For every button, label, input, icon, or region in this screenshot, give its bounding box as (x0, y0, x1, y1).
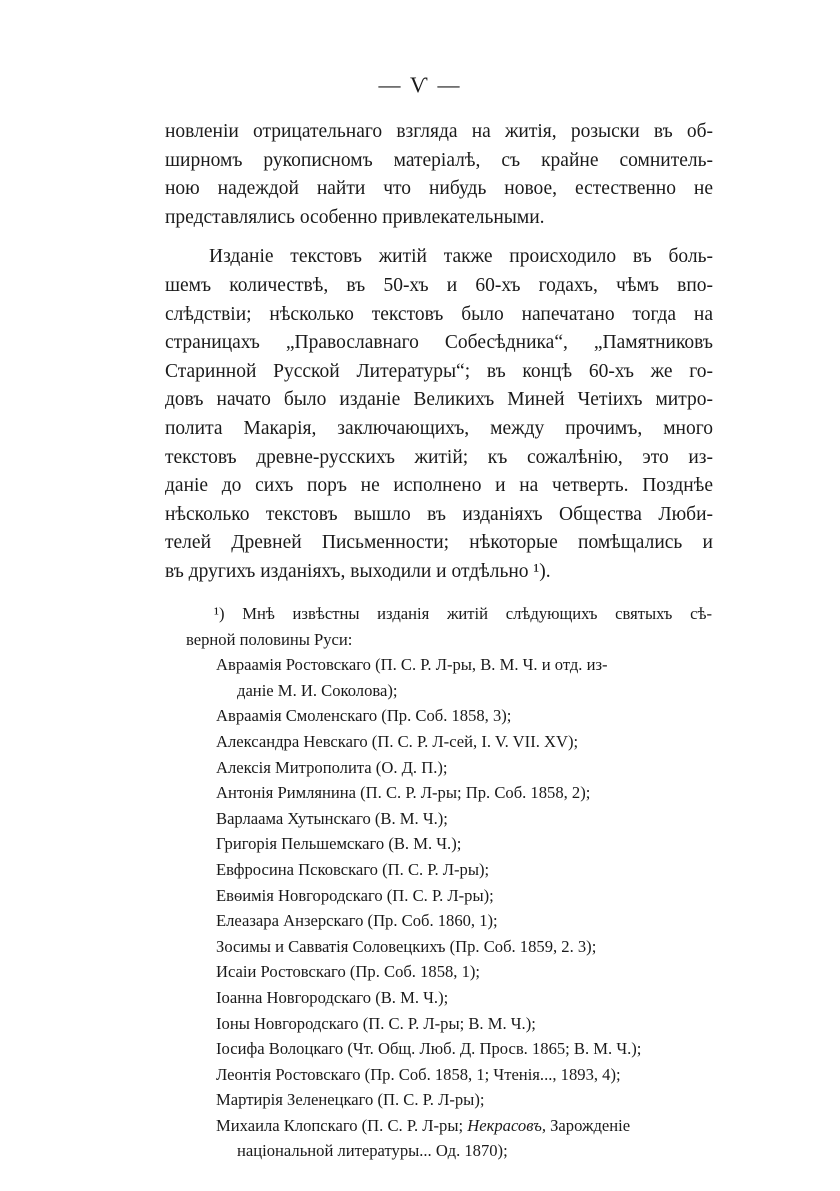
footnote-entry: Алексія Митрополита (О. Д. П.); (216, 757, 448, 777)
text-line: новленіи отрицательнаго взгляда на житія, розыски въ об- (165, 121, 713, 142)
footnote-entry: Александра Невскаго (П. С. Р. Л-сей, I. V. VII. XV); (216, 731, 579, 751)
text-line: въ другихъ изданіяхъ, выходили и отдѣльно ¹). (165, 560, 551, 582)
footnote-entry: Зосимы и Савватія Соловецкихъ (Пр. Соб. 1859, 2. 3); (216, 936, 597, 956)
footnote-entry: Леонтія Ростовскаго (Пр. Соб. 1858, 1; Чтенія..., 1893, 4); (216, 1064, 621, 1084)
text-line: шемъ количествѣ, въ 50-хъ и 60-хъ годахъ, чѣмъ впо- (165, 274, 713, 296)
footnote-line: верной половины Руси: (186, 629, 353, 649)
footnote-entry: Евѳимія Новгородскаго (П. С. Р. Л-ры); (216, 885, 494, 905)
footnote-entry: Елеазара Анзерскаго (Пр. Соб. 1860, 1); (216, 911, 498, 931)
paragraph-1 (165, 118, 713, 232)
footnote-intro (186, 601, 712, 652)
page-number: — Ѵ — (378, 72, 462, 97)
author-name: Некрасовъ, (467, 1115, 546, 1135)
footnote-entry-continuation: даніе М. И. Соколова); (237, 680, 398, 700)
text-line: даніе до сихъ поръ не исполнено и на четверть. Позднѣе (165, 475, 713, 497)
footnote-entry: Евфросина Псковскаго (П. С. Р. Л-ры); (216, 859, 490, 879)
footnote-entry: Іосифа Волоцкаго (Чт. Общ. Люб. Д. Просв. 1865; В. М. Ч.); (216, 1039, 642, 1059)
footnote-entry: Исаіи Ростовскаго (Пр. Соб. 1858, 1); (216, 962, 481, 982)
footnote-entry-text: Зарожденіе (545, 1115, 631, 1135)
footnote-entry: Мартирія Зеленецкаго (П. С. Р. Л-ры); (216, 1090, 485, 1110)
main-text (165, 118, 713, 598)
footnote-entry: Антонія Римлянина (П. С. Р. Л-ры; Пр. Соб. 1858, 2); (216, 783, 591, 803)
footnote-entry: Іоанна Новгородскаго (В. М. Ч.); (216, 987, 449, 1007)
text-line: Изданіе текстовъ житій также происходило въ боль- (209, 246, 713, 268)
text-line: ширномъ рукописномъ матеріалѣ, съ крайне сомнитель- (165, 149, 713, 171)
text-line: Старинной Русской Литературы“; въ концѣ 60-хъ же го- (165, 360, 713, 382)
paragraph-2 (165, 243, 713, 586)
footnote-entry-continuation: національной литературы... Од. 1870); (237, 1141, 508, 1161)
text-line: страницахъ „Православнаго Собесѣдника“, „Памятниковъ (165, 332, 713, 354)
text-line: нѣсколько текстовъ вышло въ изданіяхъ Общества Люби- (165, 503, 713, 525)
text-line: представлялись особенно привлекательными. (165, 206, 545, 228)
footnote (186, 601, 712, 1164)
text-line: телей Древней Письменности; нѣкоторые помѣщались и (165, 532, 713, 554)
text-line: слѣдствіи; нѣсколько текстовъ было напечатано тогда на (165, 303, 713, 325)
text-line: ною надеждой найти что нибудь новое, естественно не (165, 178, 713, 200)
text-line: полита Макарія, заключающихъ, между прочимъ, много (165, 417, 713, 439)
footnote-line: ¹) Мнѣ извѣстны изданія житій слѣдующихъ святыхъ сѣ- (214, 604, 712, 623)
text-line: довъ начато было изданіе Великихъ Миней Четіихъ митро- (165, 389, 713, 411)
footnote-entry (192, 1113, 712, 1139)
footnote-entry-text: Михаила Клопскаго (П. С. Р. Л-ры; (216, 1115, 468, 1135)
text-line: текстовъ древне-русскихъ житій; къ сожалѣнію, это из- (165, 446, 713, 468)
footnote-entry: Авраамія Смоленскаго (Пр. Соб. 1858, 3); (216, 706, 512, 726)
footnote-entry: Григорія Пельшемскаго (В. М. Ч.); (216, 834, 462, 854)
footnote-entry: Авраамія Ростовскаго (П. С. Р. Л-ры, В. М. Ч. и отд. из- (216, 655, 608, 675)
footnote-entry: Іоны Новгородскаго (П. С. Р. Л-ры; В. М. Ч.); (216, 1013, 536, 1033)
footnote-entry: Варлаама Хутынскаго (В. М. Ч.); (216, 808, 448, 828)
